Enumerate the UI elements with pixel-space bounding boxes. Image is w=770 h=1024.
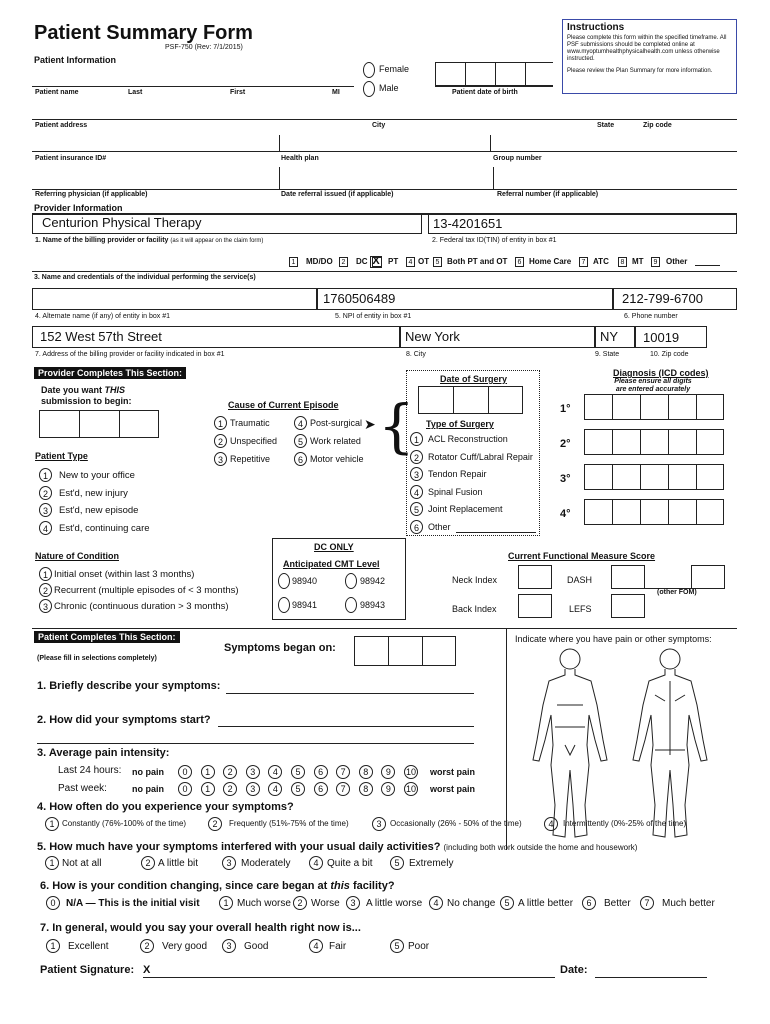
q7-option[interactable]: 5 (390, 939, 404, 953)
pastweek-label: Past week: (58, 783, 107, 794)
cred-number: 5 (433, 257, 442, 267)
q6-label: Worse (311, 898, 340, 909)
nature-label: Chronic (continuous duration > 3 months) (54, 601, 229, 612)
date-surgery-label: Date of Surgery (440, 374, 508, 384)
signature-line[interactable] (143, 977, 555, 978)
cause-option[interactable]: 2 (214, 434, 227, 448)
pain-option[interactable]: 10 (405, 784, 416, 794)
instructions-text: Please complete this form within the specified timeframe. All PSF submissions should be completed online at www.myoptumhealthphysicalhealth.com unless otherwise instructed. (567, 35, 727, 62)
patient-name-label: Patient name (35, 89, 79, 96)
fill-note: (Please fill in selections completely) (37, 655, 157, 662)
other-fom-label: (other FOM) (657, 589, 697, 596)
patient-type-option[interactable]: 3 (39, 503, 52, 517)
cause-title: Cause of Current Episode (228, 400, 339, 410)
lefs-input[interactable] (611, 594, 645, 618)
instructions-title: Instructions (567, 22, 625, 33)
q7-option[interactable]: 3 (222, 939, 236, 953)
cause-label: Motor vehicle (310, 454, 364, 464)
referring-label: Referring physician (if applicable) (35, 191, 148, 198)
diagnosis-divider (668, 499, 669, 525)
patient-type-option[interactable]: 1 (39, 468, 52, 482)
patient-type-option[interactable]: 2 (39, 486, 52, 500)
cred-checkbox-pt[interactable] (372, 257, 382, 267)
q4-label: Occasionally (26% - 50% of the time) (390, 819, 522, 828)
q5-option[interactable]: 2 (141, 856, 155, 870)
diagnosis-input[interactable] (584, 499, 724, 525)
performer-label: 3. Name and credentials of the individual performing the service(s) (34, 274, 256, 281)
surgery-date-input[interactable] (418, 386, 523, 414)
diagnosis-note: Please ensure all digits are entered accurately (614, 378, 692, 393)
provider-address-value: 152 West 57th Street (40, 329, 162, 344)
cred-number: 2 (339, 257, 348, 267)
tax-id-value: 13-4201651 (433, 216, 503, 231)
cred-label: ATC (593, 257, 609, 266)
pain-option[interactable]: 6 (314, 765, 328, 779)
q6-option[interactable]: 7 (640, 896, 654, 910)
dash-label: DASH (567, 575, 593, 585)
npi-label: 5. NPI of entity in box #1 (335, 313, 412, 320)
provider-city-label: 8. City (406, 351, 426, 358)
diagnosis-divider (668, 429, 669, 455)
q4-label: 4. How often do you experience your symptoms? (37, 801, 294, 813)
diagnosis-divider (668, 394, 669, 420)
provider-state-value: NY (600, 329, 619, 344)
address-label: Patient address (35, 122, 88, 129)
cause-option[interactable]: 6 (294, 452, 307, 466)
q5-label: A little bit (158, 858, 199, 869)
tax-id-label: 2. Federal tax ID(TIN) of entity in box #1 (432, 237, 557, 244)
q5-option[interactable]: 4 (309, 856, 323, 870)
q6-label: A little better (518, 898, 574, 909)
pain-option[interactable]: 5 (291, 782, 305, 796)
nature-option[interactable]: 1 (39, 567, 52, 581)
patient-type-label: Est'd, new injury (59, 487, 128, 499)
ref-num-label: Referral number (if applicable) (497, 191, 599, 198)
dob-input[interactable] (435, 62, 553, 86)
q6-option[interactable]: 2 (293, 896, 307, 910)
q7-label: 7. In general, would you say your overall health right now is... (40, 922, 361, 934)
q7-option[interactable]: 4 (309, 939, 323, 953)
body-diagram[interactable] (515, 645, 735, 845)
diagnosis-divider (612, 499, 613, 525)
date-want-label: Date you want THIS submission to begin: (41, 385, 132, 406)
diagnosis-input[interactable] (584, 464, 724, 490)
q6-option[interactable]: 0 (46, 896, 60, 910)
diagnosis-divider (612, 429, 613, 455)
q5-label: Quite a bit (327, 858, 373, 869)
female-label: Female (379, 64, 410, 74)
q7-label: Fair (329, 941, 347, 952)
provider-city-value: New York (405, 329, 460, 344)
cause-option[interactable]: 3 (214, 452, 227, 466)
page-title: Patient Summary Form (34, 22, 253, 44)
last24-label: Last 24 hours: (58, 765, 122, 776)
q6-option[interactable]: 4 (429, 896, 443, 910)
diagnosis-divider (612, 394, 613, 420)
signature-label: Patient Signature: (40, 964, 135, 976)
pain-option[interactable]: 7 (336, 782, 350, 796)
provider-zip-label: 10. Zip code (650, 351, 689, 358)
pain-option[interactable]: 0 (178, 782, 192, 796)
q4-option[interactable]: 3 (372, 817, 386, 831)
symptoms-date-input[interactable] (354, 636, 456, 666)
group-label: Group number (493, 155, 542, 162)
q2-label: 2. How did your symptoms start? (37, 714, 211, 726)
patient-type-label: New to your office (59, 470, 135, 481)
no-pain-label-2: no pain (132, 784, 164, 794)
diagnosis-title: Diagnosis (ICD codes) (613, 368, 709, 378)
diagnosis-divider (640, 429, 641, 455)
cred-number: 7 (579, 257, 588, 267)
neck-label: Neck Index (452, 575, 498, 585)
cred-label: PT (388, 257, 399, 266)
back-index-input[interactable] (518, 594, 552, 618)
alternate-name-field[interactable] (32, 288, 317, 310)
provider-zip-value: 10019 (643, 330, 680, 345)
nature-label: Initial onset (within last 3 months) (54, 569, 195, 580)
date-line[interactable] (595, 977, 707, 978)
q7-option[interactable]: 1 (46, 939, 60, 953)
patient-type-label: Est'd, new episode (59, 505, 139, 516)
q6-option[interactable]: 6 (582, 896, 596, 910)
patient-type-option[interactable]: 4 (39, 521, 52, 535)
provider-info-heading: Provider Information (34, 203, 123, 213)
worst-pain-label-1: worst pain (430, 767, 476, 777)
pain-option[interactable]: 6 (314, 782, 328, 796)
patient-section-bar: Patient Completes This Section: (34, 631, 180, 643)
cred-label: MT (632, 257, 644, 266)
surgery-option[interactable]: 1 (410, 432, 423, 446)
q6-label: Much worse (237, 898, 291, 909)
diagnosis-input[interactable] (584, 394, 724, 420)
q6-label: Much better (662, 898, 715, 909)
surgery-label: Other (428, 521, 451, 532)
cred-label: OT (418, 257, 430, 266)
provider-section-bar: Provider Completes This Section: (34, 367, 186, 379)
surgery-option[interactable]: 3 (410, 467, 423, 481)
zip-label: Zip code (643, 122, 672, 129)
q6-label: Better (604, 898, 631, 909)
cmt-code: 98940 (292, 576, 318, 586)
pain-option[interactable]: 9 (381, 765, 395, 779)
dc-only-label: DC ONLY (314, 542, 354, 552)
male-radio[interactable] (363, 81, 375, 97)
lefs-label: LEFS (569, 604, 592, 614)
npi-value: 1760506489 (323, 291, 396, 306)
diagnosis-rank: 2° (560, 438, 571, 450)
pain-option[interactable]: 0 (178, 765, 192, 779)
indicate-pain-label: Indicate where you have pain or other symptoms: (515, 634, 712, 644)
patient-type-title: Patient Type (35, 451, 88, 461)
arrow-icon: ➤ (364, 416, 376, 432)
female-radio[interactable] (363, 62, 375, 78)
diagnosis-rank: 4° (560, 508, 571, 520)
cred-label: Both PT and OT (447, 257, 508, 266)
cause-option[interactable]: 4 (294, 416, 307, 430)
form-id: PSF-750 (Rev: 7/1/2015) (165, 44, 243, 51)
brace-icon: { (378, 392, 415, 460)
cmt-code: 98943 (360, 600, 386, 610)
q7-label: Excellent (68, 941, 109, 952)
diagnosis-divider (696, 429, 697, 455)
neck-index-input[interactable] (518, 565, 552, 589)
nature-label: Recurrent (multiple episodes of < 3 months) (54, 585, 239, 596)
patient-info-heading: Patient Information (34, 55, 117, 65)
cred-label: Home Care (529, 257, 572, 266)
diagnosis-divider (640, 394, 641, 420)
pain-option[interactable]: 1 (201, 782, 215, 796)
cred-checkbox-dc[interactable]: X (370, 256, 382, 268)
cred-number: 9 (651, 257, 660, 267)
q5-label: Moderately (241, 858, 291, 869)
diagnosis-rank: 3° (560, 473, 571, 485)
back-label: Back Index (452, 604, 497, 614)
cred-label: MD/DO (306, 257, 333, 266)
cmt-option[interactable] (345, 573, 357, 589)
surgery-label: Tendon Repair (428, 469, 487, 479)
q5-option[interactable]: 5 (390, 856, 404, 870)
surgery-label: Joint Replacement (428, 504, 503, 514)
q1-label: 1. Briefly describe your symptoms: (37, 680, 221, 692)
dash-input[interactable] (611, 565, 645, 589)
q6-label: 6. How is your condition changing, since care began at this facility? (40, 880, 395, 892)
fom-title: Current Functional Measure Score (508, 551, 656, 561)
diagnosis-divider (640, 499, 641, 525)
patient-type-label: Est'd, continuing care (59, 522, 150, 534)
q6-option[interactable]: 1 (219, 896, 233, 910)
instructions-text-2: Please review the Plan Summary for more information. (567, 68, 713, 74)
first-label: First (230, 89, 246, 96)
pain-option[interactable]: 2 (223, 765, 237, 779)
city-label: City (372, 122, 386, 129)
alternate-name-label: 4. Alternate name (if any) of entity in box #1 (35, 313, 171, 320)
state-label: State (597, 122, 615, 129)
date-label: Date: (560, 964, 588, 976)
q5-label: Not at all (62, 858, 102, 869)
q1-answer-line[interactable] (226, 693, 474, 694)
pain-option[interactable]: 9 (381, 782, 395, 796)
male-label: Male (379, 83, 399, 93)
phone-label: 6. Phone number (624, 313, 678, 320)
q4-option[interactable]: 4 (544, 817, 558, 831)
health-plan-label: Health plan (281, 155, 319, 162)
body-front-figure (533, 649, 607, 837)
diagnosis-divider (612, 464, 613, 490)
other-cred-line[interactable] (695, 265, 720, 266)
diagnosis-divider (640, 464, 641, 490)
pain-option[interactable]: 2 (223, 782, 237, 796)
q7-label: Poor (408, 941, 430, 952)
pain-option[interactable]: 3 (246, 765, 260, 779)
surgery-option[interactable]: 6 (410, 520, 423, 534)
insurance-label: Patient insurance ID# (35, 155, 107, 162)
q6-option[interactable]: 3 (346, 896, 360, 910)
nature-option[interactable]: 3 (39, 599, 52, 613)
q7-option[interactable]: 2 (140, 939, 154, 953)
cmt-label: Anticipated CMT Level (283, 559, 380, 569)
q2-answer-line[interactable] (218, 726, 474, 727)
q5-option[interactable]: 3 (222, 856, 236, 870)
diagnosis-divider (696, 464, 697, 490)
cause-label: Unspecified (230, 436, 278, 446)
q7-label: Good (244, 941, 269, 952)
pain-option[interactable]: 3 (246, 782, 260, 796)
billing-name-value: Centurion Physical Therapy (42, 215, 202, 230)
instructions-box (562, 19, 737, 94)
q7-label: Very good (162, 941, 208, 952)
cmt-option[interactable] (278, 573, 290, 589)
start-date-input[interactable] (39, 410, 159, 438)
cause-label: Repetitive (230, 454, 271, 464)
cause-label: Post-surgical (310, 418, 363, 428)
surgery-label: Spinal Fusion (428, 486, 483, 497)
q6-label: No change (447, 898, 496, 909)
surgery-label: Rotator Cuff/Labral Repair (428, 451, 533, 462)
pain-option[interactable]: 10 (405, 767, 416, 777)
pain-option[interactable]: 5 (291, 765, 305, 779)
other-fom-input[interactable] (691, 565, 725, 589)
provider-state-label: 9. State (595, 351, 620, 358)
date-ref-label: Date referral issued (if applicable) (281, 191, 394, 198)
pain-option[interactable]: 8 (359, 782, 373, 796)
pain-option[interactable]: 7 (336, 765, 350, 779)
nature-option[interactable]: 2 (39, 583, 52, 597)
no-pain-label-1: no pain (132, 767, 164, 777)
cred-number: 6 (515, 257, 524, 267)
q4-label: Frequently (51%-75% of the time) (229, 819, 349, 828)
dob-label: Patient date of birth (452, 89, 518, 96)
diagnosis-input[interactable] (584, 429, 724, 455)
cause-option[interactable]: 1 (214, 416, 227, 430)
cred-label: DC (356, 257, 368, 266)
q6-option[interactable]: 5 (500, 896, 514, 910)
cmt-option[interactable] (345, 597, 357, 613)
q5-option[interactable]: 1 (45, 856, 59, 870)
cmt-option[interactable] (278, 597, 290, 613)
patient-name-line (32, 86, 354, 87)
cred-label: Other (666, 257, 688, 266)
q4-option[interactable]: 1 (45, 817, 59, 831)
provider-address-label: 7. Address of the billing provider or facility indicated in box #1 (35, 351, 225, 358)
cause-label: Traumatic (230, 418, 270, 428)
phone-value: 212-799-6700 (622, 291, 703, 306)
cmt-code: 98941 (292, 600, 318, 610)
worst-pain-label-2: worst pain (430, 784, 476, 794)
cmt-code: 98942 (360, 576, 386, 586)
diagnosis-divider (668, 464, 669, 490)
q6-label: N/A — This is the initial visit (66, 898, 200, 909)
q4-label: Constantly (76%-100% of the time) (62, 819, 187, 828)
signature-x: X (143, 964, 151, 976)
q4-option[interactable]: 2 (208, 817, 222, 831)
surgery-option[interactable]: 4 (410, 485, 423, 499)
cred-number: 8 (618, 257, 627, 267)
surgery-type-title: Type of Surgery (426, 419, 494, 429)
diagnosis-rank: 1° (560, 403, 571, 415)
cred-number: 1 (289, 257, 298, 267)
pain-option[interactable]: 4 (268, 782, 282, 796)
cred-number: 4 (406, 257, 415, 267)
surgery-option[interactable]: 2 (410, 450, 423, 464)
surgery-label: ACL Reconstruction (428, 434, 508, 444)
q3-label: 3. Average pain intensity: (37, 747, 170, 759)
pain-option[interactable]: 1 (201, 765, 215, 779)
cause-label: Work related (310, 436, 361, 446)
q6-label: A little worse (366, 898, 423, 909)
cause-option[interactable]: 5 (294, 434, 307, 448)
nature-title: Nature of Condition (35, 551, 119, 561)
q5-label: 5. How much have your symptoms interfered with your usual daily activities? (including both work outside the home and housework) (37, 841, 638, 853)
last-label: Last (128, 89, 143, 96)
q4-label: Intermittently (0%-25% of the time) (563, 819, 687, 828)
billing-name-label: 1. Name of the billing provider or facility (as it will appear on the claim form) (35, 237, 264, 244)
diagnosis-divider (696, 499, 697, 525)
body-back-figure (633, 649, 707, 837)
diagnosis-divider (696, 394, 697, 420)
mi-label: MI (332, 89, 340, 96)
symptoms-began-label: Symptoms began on: (224, 642, 336, 654)
surgery-option[interactable]: 5 (410, 502, 423, 516)
pain-option[interactable]: 4 (268, 765, 282, 779)
q5-label: Extremely (409, 858, 454, 869)
pain-option[interactable]: 8 (359, 765, 373, 779)
